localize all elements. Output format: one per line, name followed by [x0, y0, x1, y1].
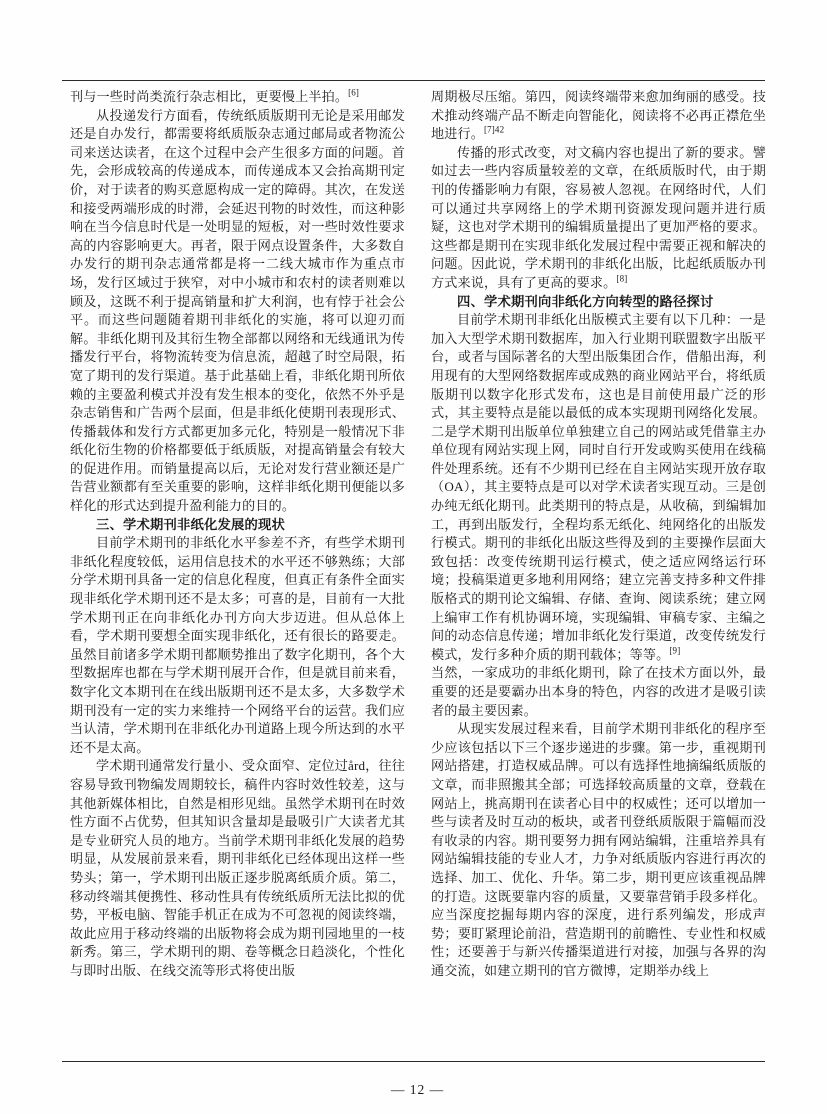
- paragraph: 周期极尽压缩。第四，阅读终端带来愈加绚丽的感受。技术推动终端产品不断走向智能化，阅读将不必再正襟危坐地进行。$^{[7]42}$: [431, 89, 766, 142]
- paragraph: 从投递发行方面看，传统纸质版期刊无论是采用邮发还是自办发行，都需要将纸质版杂志通过邮局或者物流公司来送达读者，在这个过程中会产生很多方面的问题。首先，会形成较高的传递成本，而传递成本又会抬高期刊定价，对于读者的购买意愿构成一定的障碍。其次，在发送和接受两端形成的时滞，会延迟刊物的时效性，而这种影响在当今信息时代是一处明显的短板，对一些时效性要求高的内容影响更大。再者，限于网点设置条件，大多数自办发行的期刊杂志通常都是将一二线大城市作为重点市场，发行区域过于狭窄，对中小城市和农村的读者则难以顾及，这既不利于提高销量和扩大利润，也有悖于社会公平。而这些问题随着期刊非纸化的实施，将可以迎刃而解。非纸化期刊及其衍生物全部都以网络和无线通讯为传播发行平台，将物流转变为信息流，超越了时空局限，拓宽了期刊的发行渠道。基于此基础上看，非纸化期刊所依赖的主要盈利模式并没有发生根本的变化，依然不外乎是杂志销售和广告两个层面，但是非纸化使期刊表现形式、传播载体和发行方式都更加多元化，特别是一般情况下非纸化衍生物的价格都要低于纸质版，对提高销量会有较大的促进作用。而销量提高以后，无论对发行营业额还是广告营业额都有至关重要的影响，这样非纸化期刊便能以多样化的形式达到提升盈利能力的目的。: [70, 107, 405, 514]
- page-number: — 12 —: [390, 1082, 445, 1097]
- two-column-body: [70, 87, 766, 1040]
- right-column: [431, 88, 766, 1040]
- paragraph: 传播的形式改变，对文稿内容也提出了新的要求。譬如过去一些内容质量较差的文章，在纸质版时代，由于期刊的传播影响力有限，容易被人忽视。在网络时代，人们可以通过共享网络上的学术期刊资源发现问题并进行质疑，这也对学术期刊的编辑质量提出了更加严格的要求。这些都是期刊在实现非纸化发展过程中需要正视和解决的问题。因此说，学术期刊的非纸化出版，比起纸质版办刊方式来说，具有了更高的要求。[8]: [431, 144, 766, 290]
- paragraph: 目前学术期刊的非纸化水平参差不齐，有些学术期刊非纸化程度较低，运用信息技术的水平还不够熟练；大部分学术期刊具备一定的信息化程度，但真正有条件全面实现非纸化学术期刊还不是太多；可喜的是，目前有一大批学术期刊正在向非纸化办刊方向大步迈进。但从总体上看，学术期刊要想全面实现非纸化，还有很长的路要走。虽然目前诸多学术期刊都顺势推出了数字化期刊，各个大型数据库也都在与学术期刊展开合作，但是就目前来看，数字化文本期刊在在线出版期刊还不是太多，大多数学术期刊没有一定的实力来维持一个网络平台的运营。我们应当认清，学术期刊在非纸化办刊道路上现今所达到的水平还不是太高。: [70, 535, 405, 755]
- bottom-rule: [62, 1061, 765, 1062]
- paragraph: 从现实发展过程来看，目前学术期刊非纸化的程序至少应该包括以下三个逐步递进的步骤。第一步，重视期刊网站搭建，打造权威品牌。可以有选择性地摘编纸质版的文章，而非照搬其全部；可选择较高质量的文章，登载在网站上，挑高期刊在读者心目中的权威性；还可以增加一些与读者及时互动的板块，或者刊登纸质版限于篇幅而没有收录的内容。期刊要努力拥有网站编辑，注重培养具有网站编辑技能的专业人才，力争对纸质版内容进行再次的选择、加工、优化、升华。第二步，期刊更应该重视品牌的打造。这既要靠内容的质量，又要靠营销手段多样化。应当深度挖掘每期内容的深度，进行系列编发，形成声势；要盯紧理论前沿，营造期刊的前瞻性、专业性和权威性；还要善于与新兴传播渠道进行对接，加强与各界的沟通交流，如建立期刊的官方微博，定期举办线上: [431, 721, 766, 978]
- footnote-ref: [9]: [669, 645, 681, 656]
- paragraph: 目前学术期刊非纸化出版模式主要有以下几种：一是加入大型学术期刊数据库，加入行业期刊联盟数字出版平台，或者与国际著名的大型出版集团合作，借船出海，利用现有的大型网络数据库或成熟的商业网站平台，将纸质版期刊以数字化形式发布，这也是目前使用最广泛的形式，其主要特点是能以最低的成本实现期刊网络化发展。二是学术期刊出版单位单独建立自己的网站或凭借靠主办单位现有网站实现上网，同时自行开发或购买使用在线稿件处理系统。还有不少期刊已经在自主网站实现开放存取（OA），其主要特点是可以对学术读者实现互动。三是创办纯无纸化期刊。此类期刊的特点是，从收稿，到编辑加工，再到出版发行，全程均系无纸化、纯网络化的出版发行模式。期刊的非纸化出版这些得及到的主要操作层面大致包括：改变传统期刊运行模式，使之适应网络运行环境；投稿渠道更多地利用网络；建立完善支持多种文件排版格式的期刊论文编辑、存储、查询、阅读系统；建立网上编审工作有机协调环境，实现编辑、审稿专家、主编之间的动态信息传递；增加非纸化发行渠道，改变传统发行模式，发行多种介质的期刊载体；等等。[9]: [431, 312, 766, 662]
- top-rule: [62, 80, 765, 81]
- footnote-ref: [8]: [616, 273, 628, 284]
- footnote-ref: [6]: [348, 87, 360, 98]
- paragraph: 当然，一家成功的非纸化期刊，除了在技术方面以外，最重要的还是要霸办出本身的特色，内容的改进才是吸引读者的最主要因素。: [431, 665, 766, 718]
- paragraph: 刊与一些时尚类流行杂志相比，更要慢上半拍。[6]: [70, 87, 360, 104]
- paragraph: 学术期刊通常发行量小、受众面窄、定位过ård，往往容易导致刊物编发周期较长，稿件内容时效性较差，这与其他新媒体相比，自然是相形见绌。虽然学术期刊在时效性方面不占优势，但其知识含量却是最吸引广大读者尤其是专业研究人员的地方。当前学术期刊非纸化发展的趋势明显，从发展前景来看，期刊非纸化已经体现出这样一些势头；第一，学术期刊出版正逐步脱离纸质介质。第二，移动终端其便携性、移动性具有传统纸质所无法比拟的优势，平板电脑、智能手机正在成为不可忽视的阅读终端，故此应用于移动终端的出版物将会成为期刊园地里的一枝新秀。第三，学术期刊的期、卷等概念日趋淡化，个性化与即时出版、在线交流等形式将使出版: [70, 758, 405, 978]
- footnote-ref: [7]42: [483, 124, 505, 135]
- page-footer: [0, 1082, 827, 1098]
- section-heading-3: 三、学术期刊非纸化发展的现状: [96, 516, 285, 532]
- left-column: [70, 88, 405, 1040]
- section-heading-4: 四、学术期刊向非纸化方向转型的路径探讨: [457, 293, 714, 309]
